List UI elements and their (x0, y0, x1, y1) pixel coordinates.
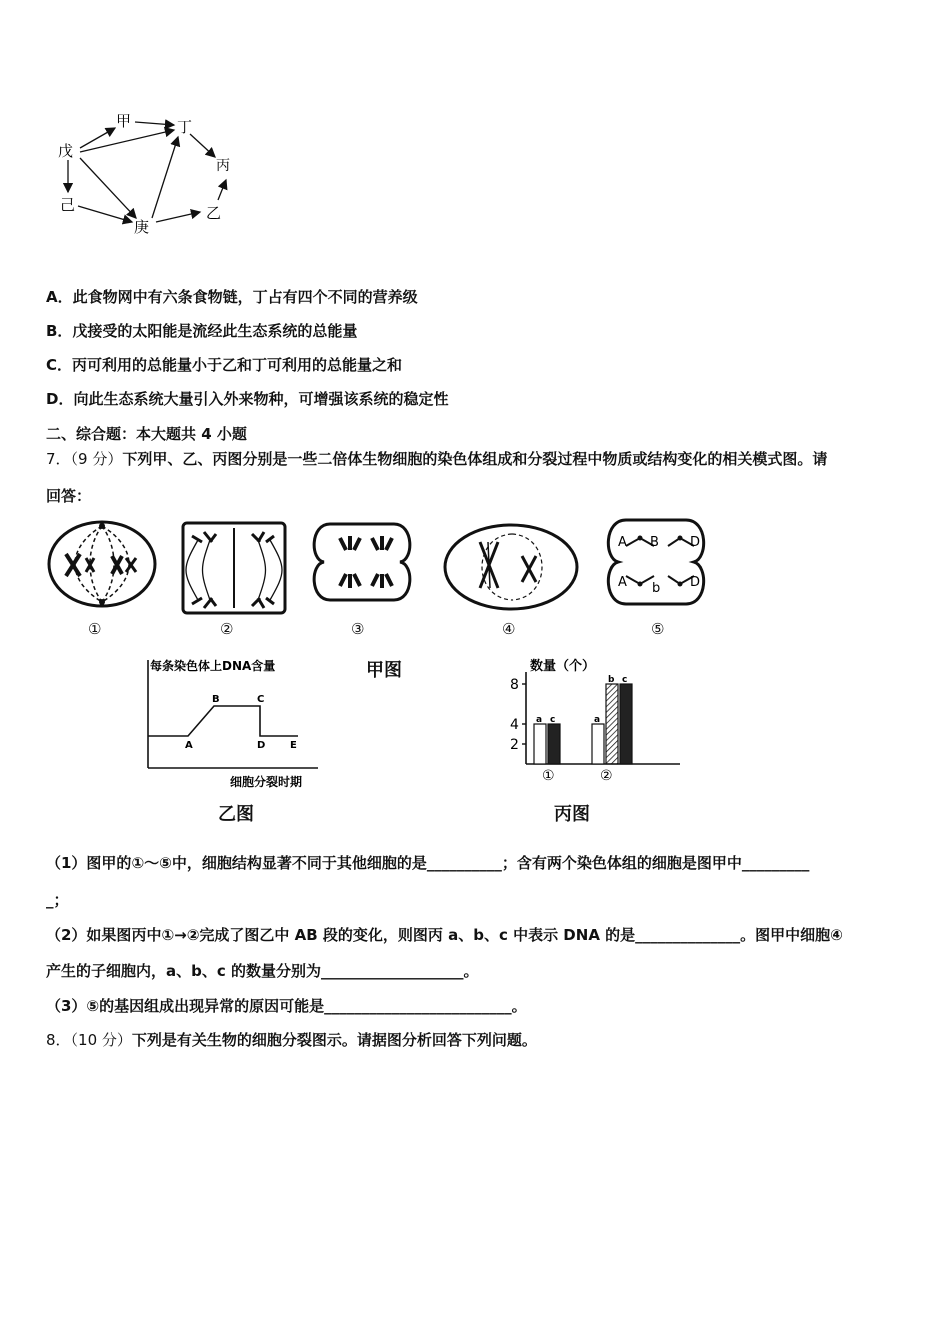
option-b: B．戊接受的太阳能是流经此生态系统的总能量 (46, 322, 358, 340)
node-jia: 甲 (116, 112, 132, 130)
edge-ji-geng (78, 206, 132, 222)
dna-curve (148, 706, 298, 736)
gene-label: D (690, 535, 701, 550)
q7-sub3: （3）⑤的基因组成出现异常的原因可能是_________________________。 (46, 997, 527, 1015)
fig-jia-label: 甲图 (366, 660, 402, 681)
option-d: D．向此生态系统大量引入外来物种，可增强该系统的稳定性 (46, 390, 449, 408)
node-wu: 戊 (58, 142, 74, 160)
cell-5-diagram (604, 516, 708, 608)
option-a: A．此食物网中有六条食物链，丁占有四个不同的营养级 (46, 288, 418, 306)
bar-b (606, 684, 618, 764)
option-c: C．丙可利用的总能量小于乙和丁可利用的总能量之和 (46, 356, 403, 374)
q7-sub1-line2: _； (46, 891, 69, 909)
q7-score: （9 分） (70, 450, 123, 468)
point-d: D (257, 740, 266, 751)
node-yi: 乙 (206, 204, 222, 222)
cell-label-1: ① (88, 620, 102, 638)
bar-c (620, 684, 632, 764)
fig-yi-xlabel: 细胞分裂时期 (230, 775, 303, 789)
edge-geng-ding (152, 137, 178, 218)
y-tick-label: 2 (510, 737, 519, 753)
bar-label-a: a (536, 715, 543, 725)
cell-label-3: ③ (351, 620, 365, 638)
q7-sub2-line2: 产生的子细胞内，a、b、c 的数量分别为___________________。 (46, 962, 479, 980)
edge-geng-yi (156, 212, 200, 222)
bar-label-a: a (594, 715, 601, 725)
food-web-diagram (40, 100, 260, 250)
gene-label: A (618, 575, 627, 590)
point-a: A (185, 740, 193, 751)
bar-a (534, 724, 546, 764)
q8-score: （10 分） (70, 1031, 132, 1049)
gene-label: A (618, 535, 627, 550)
edge-jia-ding (135, 122, 174, 125)
category-label: ② (600, 768, 613, 784)
q7-sub1-line1: （1）图甲的①～⑤中，细胞结构显著不同于其他细胞的是__________；含有两个染色体组的细胞是图甲中_________ (46, 854, 810, 872)
gene-label: B (650, 535, 659, 550)
bar-c (548, 724, 560, 764)
q7-stem-line2: 回答： (46, 487, 92, 505)
cell-4-diagram (442, 522, 580, 612)
fig-yi-diagram (140, 654, 340, 794)
fig-yi-label: 乙图 (218, 804, 254, 825)
cell-1-diagram (46, 518, 158, 610)
section-title: 二、综合题：本大题共 4 小题 (46, 425, 247, 443)
y-tick-label: 4 (510, 717, 519, 733)
fig-yi-ylabel: 每条染色体上DNA含量 (150, 659, 276, 673)
gene-label: D (690, 575, 701, 590)
node-geng: 庚 (134, 218, 150, 236)
category-label: ① (542, 768, 555, 784)
gene-label: b (652, 581, 661, 596)
q8-number: 8． (46, 1031, 71, 1049)
q7-stem: 下列甲、乙、丙图分别是一些二倍体生物细胞的染色体组成和分裂过程中物质或结构变化的相关模式图。请 (122, 450, 828, 468)
node-ding: 丁 (177, 118, 193, 136)
cell-3-diagram (310, 520, 414, 604)
point-c: C (257, 694, 265, 705)
node-ji: 己 (60, 196, 76, 214)
q7-stem-line1 (46, 448, 827, 469)
point-b: B (212, 694, 220, 705)
bar-label-c: c (550, 715, 556, 725)
q7-number: 7． (46, 450, 71, 468)
fig-bing-chart (500, 654, 690, 788)
edge-yi-bing (218, 180, 226, 200)
cell-2-diagram (180, 520, 288, 616)
fig-bing-label: 丙图 (554, 804, 590, 825)
node-bing: 丙 (216, 158, 230, 174)
bar-a (592, 724, 604, 764)
cell-label-4: ④ (502, 620, 516, 638)
edge-ding-bing (190, 134, 215, 157)
bar-label-c: c (622, 675, 628, 685)
q7-sub2-line1: （2）如果图丙中①→②完成了图乙中 AB 段的变化，则图丙 a、b、c 中表示 DNA 的是______________。图甲中细胞④ (46, 926, 843, 944)
cell-label-2: ② (220, 620, 234, 638)
bar-label-b: b (608, 675, 615, 685)
cell-label-5: ⑤ (651, 620, 665, 638)
q8-text: 下列是有关生物的细胞分裂图示。请据图分析回答下列问题。 (131, 1031, 537, 1049)
edge-wu-ding (80, 130, 174, 152)
point-e: E (290, 740, 297, 751)
y-tick-label: 8 (510, 677, 519, 693)
q8-stem (46, 1029, 537, 1050)
bing-ylabel: 数量（个） (530, 659, 596, 674)
